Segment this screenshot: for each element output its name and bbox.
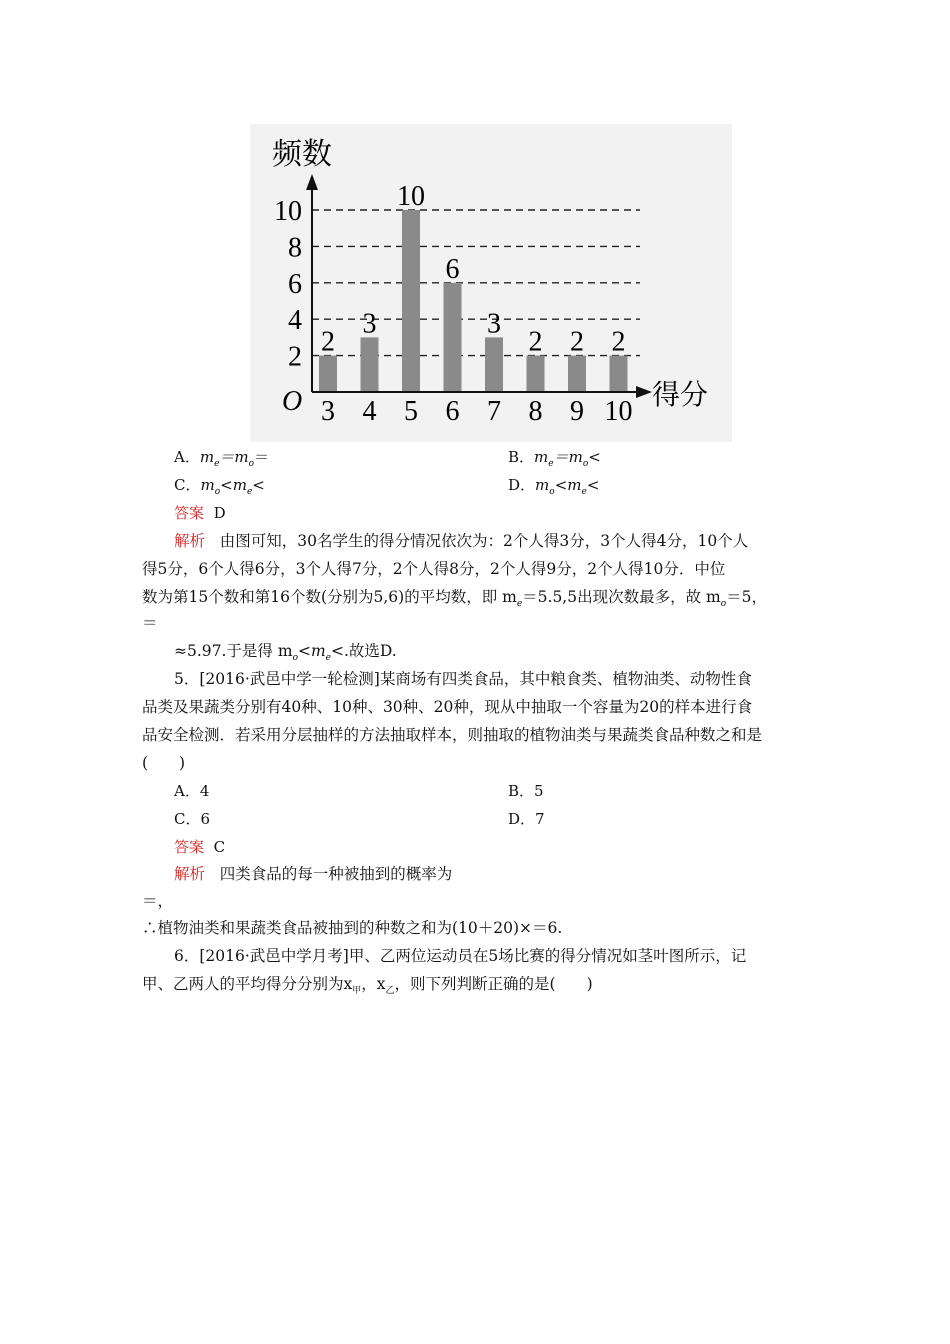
y-axis-arrow [306, 174, 318, 190]
option-letter: B． [508, 448, 535, 466]
q5-stem-line-1: 5．[2016·武邑中学一轮检测]某商场有四类食品，其中粮食类、植物油类、动物性食 [174, 670, 752, 688]
bar [568, 356, 586, 392]
subscript: o [214, 487, 221, 497]
option-letter: A． [174, 448, 200, 466]
bar [444, 283, 462, 392]
subscript: e [325, 653, 331, 664]
frequency-bar-chart [250, 124, 732, 442]
q5-option-a: A．4 [174, 782, 210, 800]
stem-text: ，则下列判断正确的是( ) [394, 975, 593, 993]
y-axis-label: 频数 [272, 137, 332, 172]
q4-option-a [174, 447, 269, 474]
x-tick-label: 6 [445, 396, 460, 427]
x-tick-label: 9 [570, 396, 584, 427]
y-tick-label: 8 [288, 232, 302, 264]
option-end: ＝ [254, 448, 270, 466]
x-tick-label: 7 [487, 396, 501, 427]
subscript: 甲 [352, 986, 362, 997]
answer-value: D [213, 504, 226, 522]
analysis-text: <m [297, 642, 326, 660]
y-tick-label: 6 [288, 268, 302, 300]
bar [402, 210, 420, 392]
q5-answer-line [174, 837, 225, 857]
x-tick-label: 4 [362, 396, 377, 427]
q5-option-c: C．6 [174, 810, 211, 828]
stem-text: 甲、乙两人的平均得分分别为x [142, 975, 353, 993]
y-tick-label: 2 [288, 341, 302, 373]
x-axis-label: 得分 [652, 378, 709, 411]
bar [527, 356, 545, 392]
subscript: o [292, 653, 298, 664]
q5-analysis-line-3: ∴植物油类和果蔬类食品被抽到的种数之和为(10＋20)×＝6. [142, 919, 563, 937]
origin-label: O [282, 386, 303, 417]
data-label: 10 [397, 181, 425, 212]
q4-analysis-line-2: 得5分，6个人得6分，3个人得7分，2个人得8分，2个人得9分，2个人得10分．中位 [142, 560, 726, 578]
bar [361, 337, 379, 392]
subscript: e [246, 487, 253, 497]
q4-analysis-line-3 [142, 587, 850, 614]
option-var: <m [220, 476, 247, 494]
analysis-tag: 解析 [174, 865, 206, 883]
data-label: 6 [445, 253, 460, 285]
q4-option-b [508, 447, 601, 474]
x-axis-arrow [636, 386, 652, 398]
subscript: e [516, 599, 523, 610]
option-var: ＝m [553, 448, 583, 466]
q6-stem-line-2 [142, 974, 850, 1001]
subscript: e [214, 459, 220, 469]
stem-text: ，x [361, 975, 386, 993]
q5-analysis-line-2: ＝， [142, 892, 174, 910]
option-var: <m [554, 476, 582, 494]
data-label: 3 [362, 308, 377, 340]
q4-analysis-line-4: ＝ [142, 614, 158, 632]
option-end: < [586, 476, 600, 494]
option-letter: C． [174, 476, 201, 494]
subscript: o [248, 459, 255, 469]
subscript: 乙 [385, 986, 395, 997]
bar [610, 356, 628, 392]
x-tick-label: 8 [528, 396, 543, 427]
analysis-text: ≈5.97.于是得 m [174, 642, 293, 660]
option-var: m [199, 448, 215, 466]
option-end: < [588, 448, 601, 466]
data-label: 2 [321, 326, 335, 358]
q6-stem-line-1: 6．[2016·武邑中学月考]甲、乙两位运动员在5场比赛的得分情况如茎叶图所示，记 [174, 947, 747, 965]
analysis-text: 四类食品的每一种被抽到的概率为 [219, 865, 453, 883]
answer-tag: 答案 [174, 504, 205, 522]
option-var: m [200, 476, 215, 494]
subscript: o [549, 487, 555, 497]
analysis-text: 由图可知，30名学生的得分情况依次为：2个人得3分，3个人得4分，10个人 [219, 532, 749, 550]
q4-option-c [174, 475, 265, 502]
y-tick-label: 10 [274, 196, 302, 227]
subscript: o [720, 599, 727, 610]
subscript: e [581, 487, 587, 497]
x-tick-label: 3 [321, 396, 335, 427]
y-tick-label: 4 [288, 305, 302, 337]
subscript: o [582, 459, 589, 469]
option-end: < [252, 476, 265, 494]
q5-stem-line-3: 品安全检测．若采用分层抽样的方法抽取样本，则抽取的植物油类与果蔬类食品种数之和是 [142, 726, 763, 744]
x-tick-label: 5 [404, 396, 418, 427]
subscript: e [548, 459, 554, 469]
option-var: m [535, 476, 550, 494]
bar [485, 337, 503, 392]
analysis-text: 数为第15个数和第16个数(分别为5,6)的平均数，即 m [142, 588, 517, 606]
analysis-text: ＝5.5,5出现次数最多，故 m [522, 588, 721, 606]
data-label: 2 [570, 326, 584, 358]
data-label: 3 [487, 308, 501, 340]
q4-option-d [508, 475, 599, 502]
data-label: 2 [611, 326, 626, 358]
q4-analysis-line-1 [174, 531, 850, 551]
data-label: 2 [528, 326, 543, 358]
q5-option-d: D．7 [508, 810, 545, 828]
q4-analysis-line-5 [174, 641, 850, 668]
option-var: m [534, 448, 549, 466]
bar [319, 356, 337, 392]
analysis-tag: 解析 [174, 532, 206, 550]
q5-analysis-line-1 [174, 864, 850, 884]
x-tick-label: 10 [604, 396, 633, 427]
q5-stem-line-2: 品类及果蔬类分别有40种、10种、30种、20种，现从中抽取一个容量为20的样本进行食 [142, 698, 753, 716]
option-var: ＝m [219, 448, 249, 466]
answer-tag: 答案 [174, 838, 205, 856]
answer-value: C [213, 838, 226, 856]
q4-answer-line [174, 503, 226, 523]
q5-stem-line-4: ( ) [142, 754, 186, 772]
q5-option-b: B．5 [508, 782, 544, 800]
analysis-text: <.故选D. [331, 642, 397, 660]
analysis-text: ＝5， [726, 588, 768, 606]
option-letter: D． [508, 476, 536, 494]
